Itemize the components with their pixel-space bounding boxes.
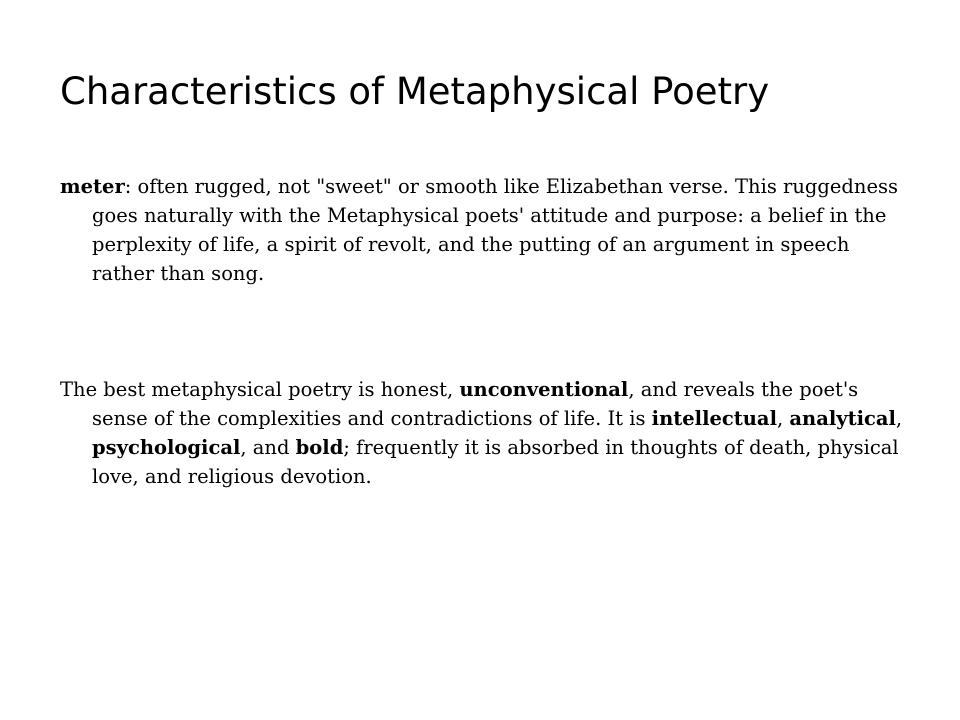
- term-meter: meter: [60, 175, 125, 198]
- best-poetry-paragraph: [60, 375, 912, 491]
- text-segment: ,: [776, 407, 790, 430]
- text-segment: ; frequently it is absorbed in thoughts of death, physical love, and religious devotion.: [92, 436, 899, 488]
- text-segment: ,: [895, 407, 903, 430]
- slide-body: [60, 172, 912, 491]
- text-segment: The best metaphysical poetry is honest,: [60, 378, 460, 401]
- emphasis-analytical: analytical: [789, 407, 896, 430]
- meter-description: : often rugged, not "sweet" or smooth like Elizabethan verse. This ruggedness goes naturally with the Metaphysical poets' attitude and purpose: a belief in the perplexity of life, a spirit of revolt, and the putting of an argument in speech rather than song.: [92, 175, 899, 285]
- slide-title: Characteristics of Metaphysical Poetry: [60, 70, 770, 113]
- emphasis-unconventional: unconventional: [459, 378, 629, 401]
- emphasis-psychological: psychological: [92, 436, 241, 459]
- text-segment: , and: [240, 436, 296, 459]
- emphasis-bold: bold: [295, 436, 344, 459]
- text-segment: , and reveals the poet's sense of the complexities and contradictions of life. It is: [92, 378, 859, 430]
- emphasis-intellectual: intellectual: [651, 407, 777, 430]
- meter-paragraph: [60, 172, 912, 288]
